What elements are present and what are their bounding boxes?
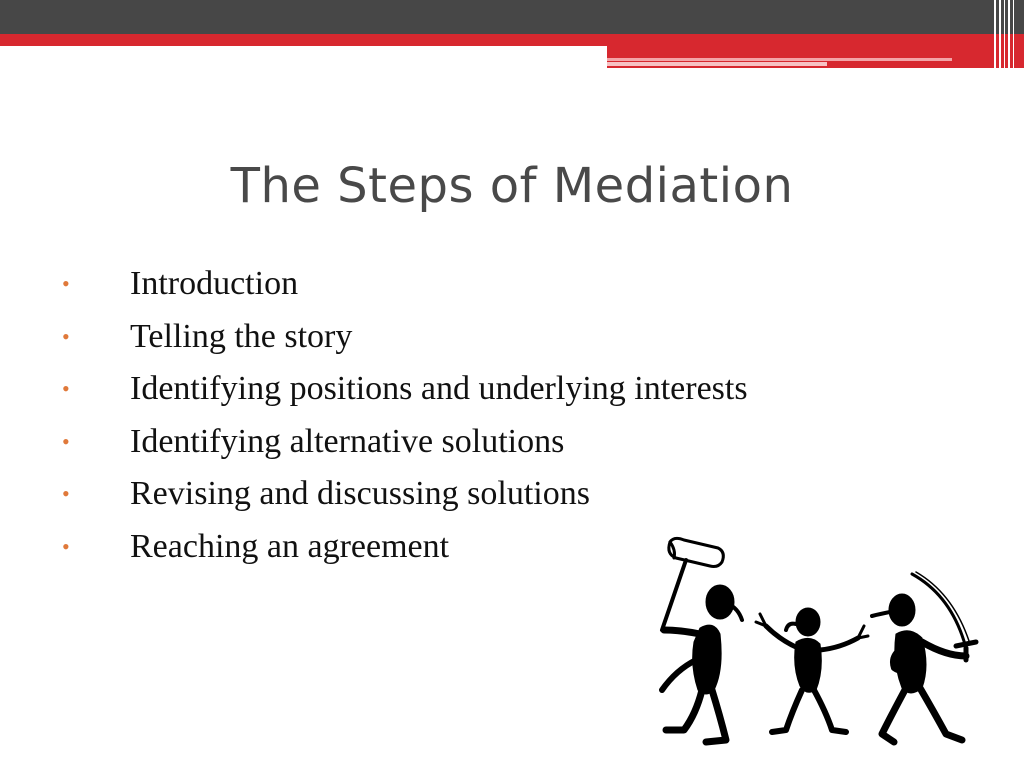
corner-stripes (992, 0, 1024, 68)
bullet-icon: • (62, 428, 70, 454)
figure-with-sword (872, 572, 976, 742)
bullet-text: Introduction (130, 265, 299, 302)
header-accent-line (607, 62, 827, 66)
figure-mediator (756, 608, 868, 732)
bullet-icon: • (62, 323, 70, 349)
bullet-text: Revising and discussing solutions (130, 475, 590, 512)
figure-with-mallet (662, 538, 742, 742)
bullet-item (60, 416, 748, 469)
bullet-item (60, 363, 748, 416)
bullet-icon: • (62, 481, 70, 506)
bullet-icon: • (62, 376, 70, 401)
header-red-bar (0, 34, 1024, 46)
mediation-figures-icon (640, 530, 985, 750)
header-dark-bar (0, 0, 1024, 34)
bullet-list (60, 258, 748, 573)
bullet-icon: • (62, 533, 70, 559)
bullet-text: Reaching an agreement (130, 527, 450, 565)
slide-title: The Steps of Mediation (230, 158, 794, 214)
header-gap (0, 46, 607, 50)
bullet-icon: • (62, 271, 70, 296)
bullet-text: Telling the story (130, 317, 353, 355)
bullet-item (60, 258, 748, 311)
header-accent-line (607, 58, 952, 61)
bullet-item (60, 311, 748, 364)
bullet-text: Identifying positions and underlying interests (130, 370, 748, 407)
bullet-item (60, 468, 748, 521)
bullet-text: Identifying alternative solutions (130, 422, 565, 460)
